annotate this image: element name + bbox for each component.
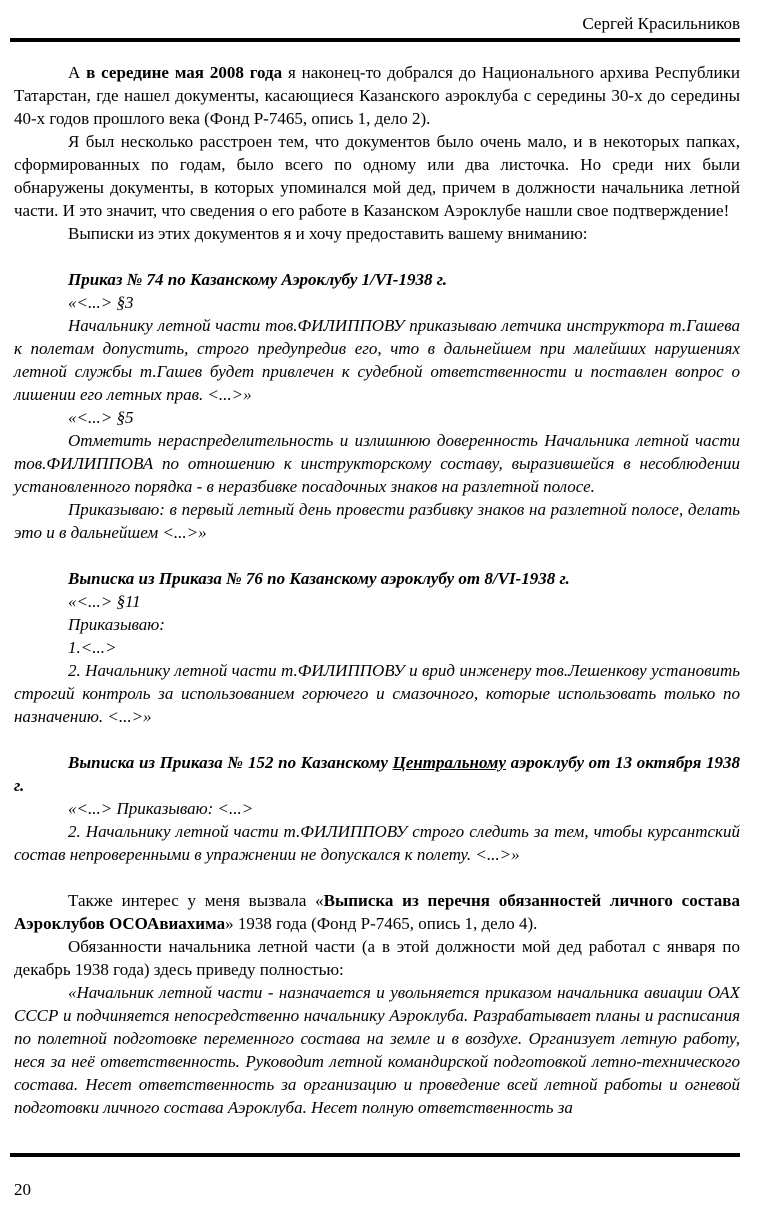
text-run: аэроклубу от 13 октября 1938 г.: [14, 753, 740, 795]
order74-quote-paragraph-marker: «<...> §5: [68, 408, 134, 427]
text-run: » 1938 года (Фонд Р-7465, опись 1, дело 4).: [225, 914, 538, 933]
paragraph-archive-visit: [14, 61, 740, 130]
order74-title: Приказ № 74 по Казанскому Аэроклубу 1/VI-1938 г.: [68, 270, 448, 289]
footer-rule: [10, 1153, 740, 1157]
paragraph-excerpts-intro: Выписки из этих документов я и хочу предоставить вашему вниманию:: [68, 224, 588, 243]
paragraph-duties-note: Обязанности начальника летной части (а в этой должности мой дед работал с января по декабрь 1938 года) здесь приведу полностью:: [14, 937, 740, 979]
text-run-underlined: Центральному: [392, 753, 506, 772]
order76-quote-paragraph-marker: «<...> §11: [68, 592, 141, 611]
order152-quote-paragraph-marker: «<...> Приказываю: <...>: [68, 799, 254, 818]
order152-title: [14, 751, 740, 797]
header-rule: [10, 38, 740, 42]
order76-title: Выписка из Приказа № 76 по Казанскому аэроклубу от 8/VI-1938 г.: [68, 569, 570, 588]
order76-quote-text: 1.<...>: [68, 638, 117, 657]
page-number: 20: [14, 1180, 31, 1199]
text-run: А: [68, 63, 87, 82]
order76-quote-text: 2. Начальнику летной части т.ФИЛИППОВУ и врид инженеру тов.Лешенкову установить строгий контроль за использованием горючего и смазочного, которые использовать только по назначению. <...>»: [14, 661, 740, 726]
page-header: [14, 12, 740, 42]
order74-quote-text: Приказываю: в первый летный день провести разбивку знаков на разлетной полосе, делать это и в дальнейшем <...>»: [14, 500, 740, 542]
order74-quote-text: Начальнику летной части тов.ФИЛИППОВУ приказываю летчика инструктора т.Гашева к полетам допустить, строго предупредив его, что в дальнейшем при малейших нарушениях летной службы т.Гашев будет привлечен к судебной ответственности и поставлен вопрос о лишении его летных прав. <...>»: [14, 316, 740, 404]
paragraph-documents-found: Я был несколько расстроен тем, что документов было очень мало, и в некоторых папках, сформированных по годам, было всего по одному или два листочка. Но среди них были обнаружены документы, в которых упоминался мой дед, причем в должности начальника летной части. И это значит, что сведения о его работе в Казанском Аэроклубе нашли свое подтверждение!: [14, 132, 740, 220]
order76-quote-text: Приказываю:: [68, 615, 165, 634]
text-run: Также интерес у меня вызвала «: [68, 891, 324, 910]
paragraph-duties-intro: [14, 889, 740, 935]
text-run: я наконец-то добрался до Национального архива Республики Татарстан, где нашел документы, касающиеся Казанского аэроклуба с середины 30-х до середины 40-х годов прошлого века (Фонд Р-7465, опись 1, дело 2).: [14, 63, 740, 128]
order152-quote-text: 2. Начальнику летной части т.ФИЛИППОВУ строго следить за тем, чтобы курсантский состав непроверенными в упражнении не допускался к полету. <...>»: [14, 822, 740, 864]
text-run: Выписка из Приказа № 152 по Казанскому: [68, 753, 393, 772]
page-header-author: Сергей Красильников: [582, 14, 740, 33]
text-run-bold: Выписка из перечня обязанностей личного состава Аэроклубов ОСОАвиахима: [14, 891, 740, 933]
page-footer: [14, 1153, 740, 1201]
order74-quote-text: Отметить нераспределительность и излишнюю доверенность Начальника летной части тов.ФИЛИППОВА по отношению к инструкторскому составу, выразившейся в несоблюдении установленного порядка - в неразбивке посадочных знаков на разлетной полосе.: [14, 431, 740, 496]
text-run-bold: в середине мая 2008 года: [86, 63, 283, 82]
order74-quote-paragraph-marker: «<...> §3: [68, 293, 134, 312]
page-body: [14, 61, 740, 1119]
paragraph-duties-quote: «Начальник летной части - назначается и увольняется приказом начальника авиации ОАХ СССР и подчиняется непосредственно начальнику Аэроклуба. Разрабатывает планы и расписания по полетной подготовке переменного состава на земле и в воздухе. Организует летную работу, неся за неё ответственность. Руководит летной командирской подготовкой летно-технического состава. Несет ответственность за организацию и проведение всей летной работы и огневой подготовки личного состава Аэроклуба. Несет полную ответственность за: [14, 983, 740, 1117]
